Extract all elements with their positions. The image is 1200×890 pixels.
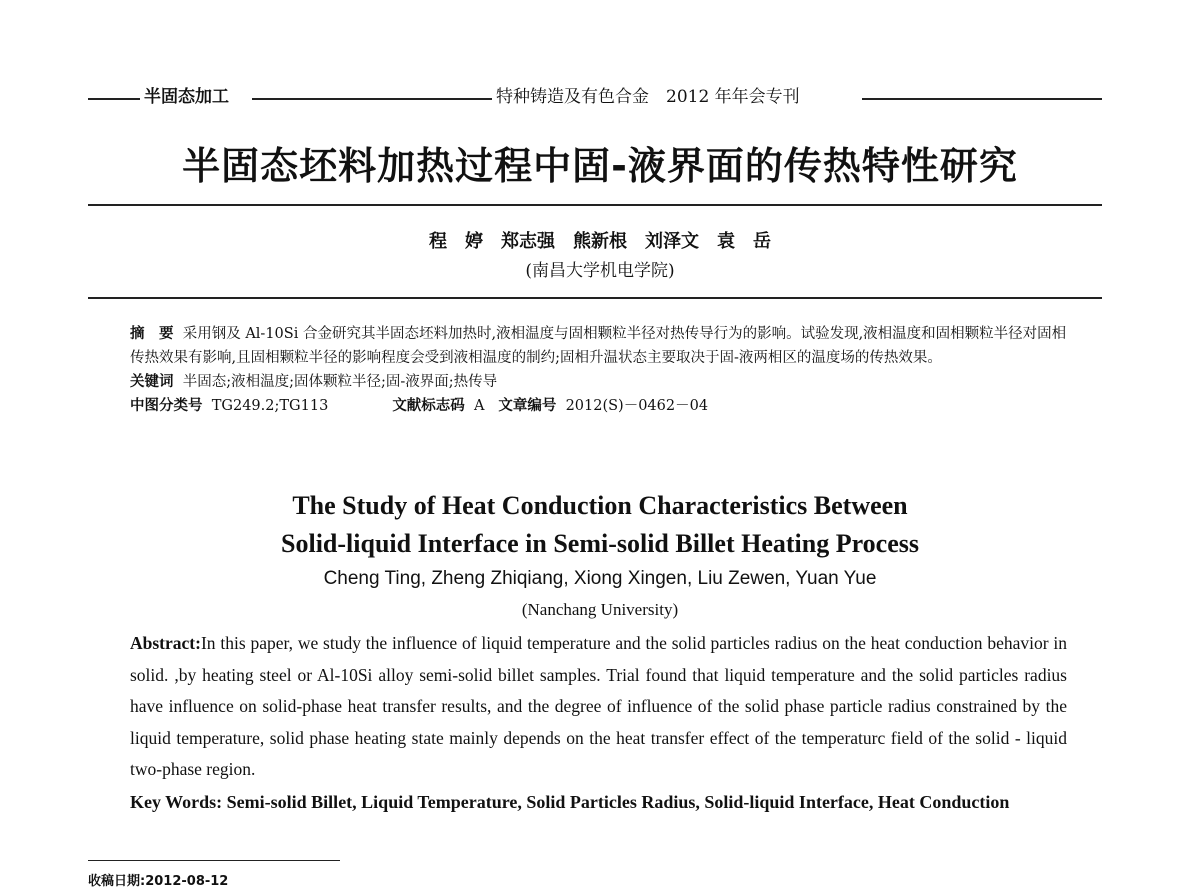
received-value: 2012-08-12 — [145, 874, 229, 889]
keywords-en-text: Semi-solid Billet, Liquid Temperature, Solid Particles Radius, Solid-liquid Interface, Heat Conduction — [226, 792, 1010, 812]
footnote-rule — [88, 860, 340, 861]
affiliation-en: (Nanchang University) — [521, 600, 679, 619]
keywords-cn-label: 关键词 — [130, 374, 174, 390]
header-rule-middle — [252, 98, 492, 100]
keywords-cn — [130, 370, 1070, 394]
header-rule-right — [862, 98, 1102, 100]
title-rule — [88, 204, 1102, 206]
abstract-en-text: In this paper, we study the influence of liquid temperature and the solid particles radius on the heat conduction behavior in solid. ,by heating steel or Al-10Si alloy semi-solid billet samples. Trial found that liquid temperature and the solid particles radius have influence on solid-phase heat transfer results, and the degree of influence of the solid phase particle radius constrained by the liquid temperature, solid phase heating state mainly depends on the heat transfer effect of the temperaturc field of the solid - liquid two-phase region. — [130, 633, 1067, 779]
abstract-cn-label: 摘 要 — [130, 326, 174, 342]
authors-cn: 程 婷 郑志强 熊新根 刘泽文 袁 岳 — [429, 231, 771, 252]
abstract-cn — [130, 322, 1070, 370]
article-no-label: 文章编号 — [498, 398, 557, 414]
article-no-value: 2012(S)－0462－04 — [565, 398, 709, 414]
doc-code-label: 文献标志码 — [392, 398, 465, 414]
classification-line — [130, 394, 1070, 418]
title-en — [0, 487, 1200, 563]
running-header-journal: 特种铸造及有色合金 2012 年年会专刊 — [496, 87, 800, 107]
received-label: 收稿日期: — [88, 874, 146, 889]
abstract-cn-text: 采用钢及 Al-10Si 合金研究其半固态坯料加热时,液相温度与固相颗粒半径对热传导行为的影响。试验发现,液相温度和固相颗粒半径对固相传热效果有影响,且固相颗粒半径的影响程度会受到液相温度的制约;固相升温状态主要取决于固-液两相区的温度场的传热效果。 — [130, 326, 1067, 366]
running-header-section: 半固态加工 — [144, 87, 229, 107]
abstract-en-label: Abstract: — [130, 633, 201, 653]
header-rule-left — [88, 98, 140, 100]
doc-code-value: A — [474, 398, 485, 414]
keywords-en-label: Key Words: — [130, 792, 223, 812]
clc-value: TG249.2;TG113 — [211, 398, 329, 414]
title-en-line2: Solid-liquid Interface in Semi-solid Billet Heating Process — [281, 529, 919, 558]
authors-en: Cheng Ting, Zheng Zhiqiang, Xiong Xingen, Liu Zewen, Yuan Yue — [323, 568, 877, 589]
keywords-en — [130, 786, 1067, 819]
affiliation-cn: (南昌大学机电学院) — [525, 261, 675, 281]
clc-label: 中图分类号 — [130, 398, 203, 414]
title-en-line1: The Study of Heat Conduction Characteristics Between — [292, 491, 908, 520]
authors-rule — [88, 297, 1102, 299]
abstract-en — [130, 628, 1067, 786]
page-title-cn: 半固态坯料加热过程中固-液界面的传热特性研究 — [182, 144, 1018, 188]
abstract-cn-block — [130, 322, 1070, 418]
keywords-cn-text: 半固态;液相温度;固体颗粒半径;固-液界面;热传导 — [182, 374, 498, 390]
